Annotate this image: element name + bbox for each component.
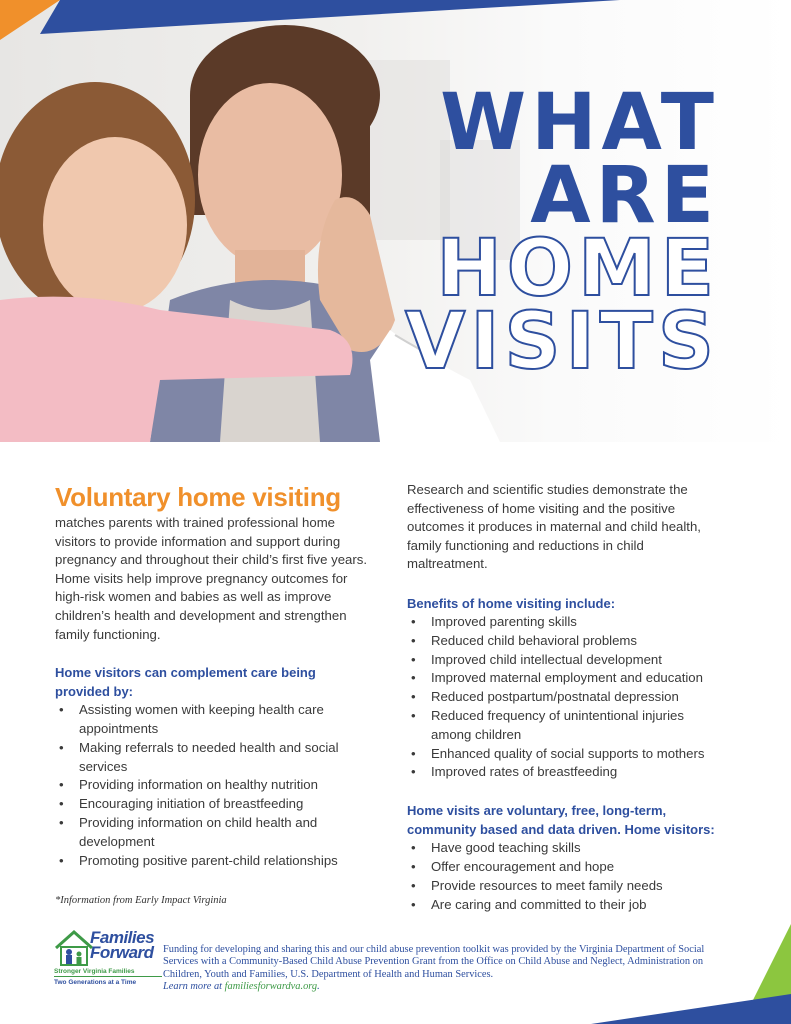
headline <box>405 78 719 387</box>
list-item: • Reduced frequency of unintentional injuries among children <box>407 707 722 745</box>
list-item: • Promoting positive parent-child relationships <box>55 852 373 871</box>
visitors-heading <box>407 801 722 839</box>
list-item: • Improved rates of breastfeeding <box>407 763 722 782</box>
list-item: • Making referrals to needed health and social services <box>55 739 373 777</box>
list-item: • Offer encouragement and hope <box>407 858 722 877</box>
logo-tagline: Stronger Virginia Families <box>54 968 135 975</box>
headline-home: HOME <box>436 224 719 314</box>
logo-divider <box>54 976 162 977</box>
house-family-icon <box>54 928 94 968</box>
benefits-heading: Benefits of home visiting include: <box>407 595 616 611</box>
families-forward-logo <box>52 928 164 994</box>
funding-text: Funding for developing and sharing this and our child abuse prevention toolkit was provided by the Virginia Department of Social Services with a Community-Based Child Abuse Prevention Grant from the Office on Child Abuse and Neglect, Administration on Children, Youth and Families, U.S. Department of Health and Human Services. <box>163 944 705 980</box>
right-column <box>407 481 722 914</box>
hero-banner <box>0 0 791 442</box>
list-item: • Enhanced quality of social supports to mothers <box>407 745 722 764</box>
headline-are: ARE <box>530 151 719 241</box>
headline-visits: VISITS <box>405 297 719 387</box>
complement-heading-line1: Home visitors can complement care being <box>55 665 316 681</box>
website-link[interactable]: familiesforwardva.org <box>224 981 318 993</box>
visitors-heading-line2: community based and data driven. Home visitors: <box>407 822 715 838</box>
list-item: • Reduced postpartum/postnatal depression <box>407 688 722 707</box>
benefits-list <box>407 613 722 782</box>
research-text: Research and scientific studies demonstrate the effectiveness of home visiting and the positive outcomes it produces in maternal and child health, family functioning and reductions in child maltreatment. <box>407 482 701 572</box>
list-item: • Improved parenting skills <box>407 613 722 632</box>
intro-heading: Voluntary home visiting <box>55 482 341 512</box>
complement-heading-line2: provided by: <box>55 684 134 700</box>
list-item: • Improved maternal employment and education <box>407 669 722 688</box>
source-note: *Information from Early Impact Virginia <box>55 895 227 906</box>
list-item: • Reduced child behavioral problems <box>407 632 722 651</box>
visitors-heading-line1: Home visits are voluntary, free, long-term, <box>407 803 667 819</box>
learn-more-text: Learn more at familiesforwardva.org. <box>163 981 320 993</box>
logo-brand: Families Forward <box>90 928 155 962</box>
visitors-list <box>407 839 722 914</box>
list-item: • Encouraging initiation of breastfeeding <box>55 795 373 814</box>
list-item: • Improved child intellectual development <box>407 651 722 670</box>
left-column <box>55 480 373 870</box>
top-stripe <box>0 0 791 60</box>
complement-heading <box>55 663 373 701</box>
corner-decoration <box>551 924 791 1024</box>
list-item: • Providing information on healthy nutrition <box>55 776 373 795</box>
list-item: • Are caring and committed to their job <box>407 896 722 915</box>
logo-tagline-secondary: Two Generations at a Time <box>54 979 137 986</box>
complement-list <box>55 701 373 870</box>
list-item: • Assisting women with keeping health care appointments <box>55 701 373 739</box>
intro-text: matches parents with trained professional home visitors to provide information and support during pregnancy and throughout their child’s first five years. Home visits help improve pregnancy outcomes for high-risk women and babies as well as improve children’s health and development and strengthen family functioning. <box>55 515 368 642</box>
headline-what: WHAT <box>440 78 719 168</box>
list-item: • Provide resources to meet family needs <box>407 877 722 896</box>
list-item: • Providing information on child health and development <box>55 814 373 852</box>
list-item: • Have good teaching skills <box>407 839 722 858</box>
